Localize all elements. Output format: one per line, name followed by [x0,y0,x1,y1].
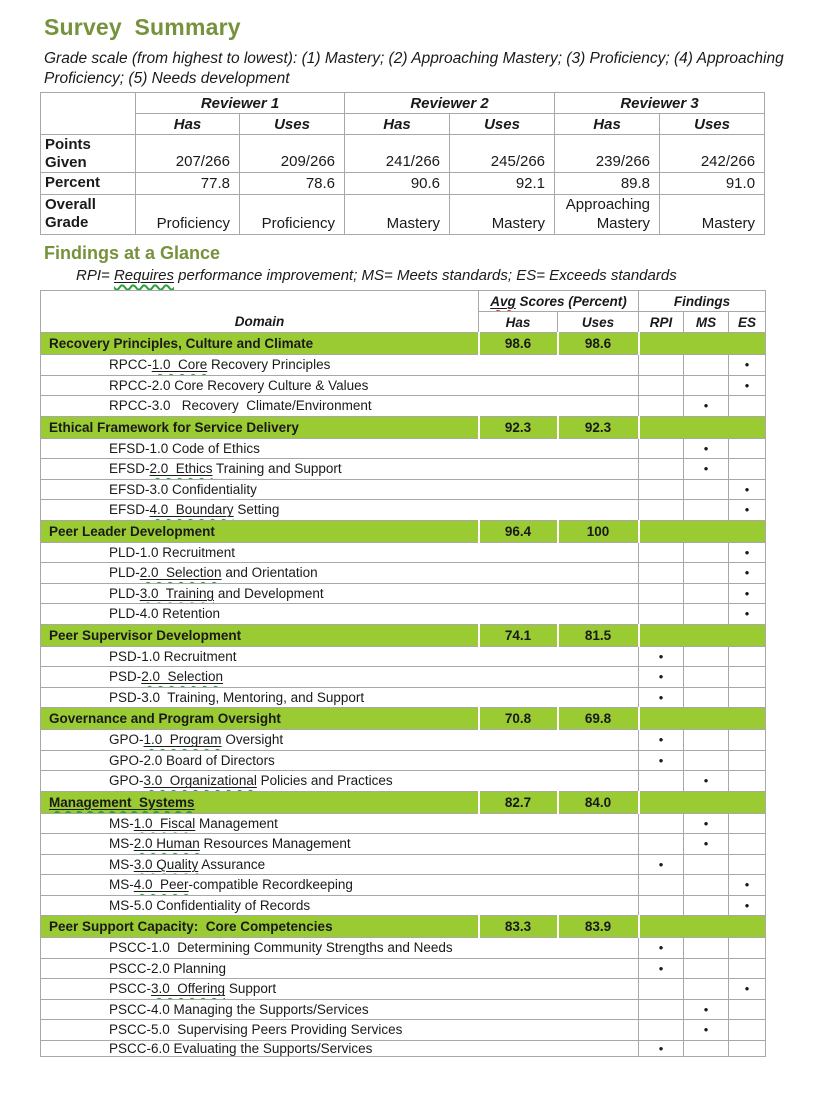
finding-empty-cell [729,396,766,417]
item-row [41,1020,766,1041]
sub-header-has: Has [345,114,450,135]
item-label: PLD-3.0 Training and Development [41,583,639,604]
item-row [41,999,766,1020]
summary-table-body [41,135,765,235]
summary-table [40,92,765,235]
finding-empty-cell [684,730,729,751]
item-label: GPO-2.0 Board of Directors [41,750,639,771]
finding-empty-cell [639,999,684,1020]
cell-value: Proficiency [136,195,240,235]
summary-row-overall_grade [41,195,765,235]
item-label: EFSD-2.0 Ethics Training and Support [41,459,639,480]
column-header-avg-scores: Avg Scores (Percent) [479,291,639,312]
section-domain: Ethical Framework for Service Delivery [41,416,479,438]
finding-bullet-es: • [729,895,766,916]
finding-empty-cell [729,854,766,875]
section-has-score: 92.3 [479,416,558,438]
finding-empty-cell [729,1020,766,1041]
item-label: PSCC-6.0 Evaluating the Supports/Services [41,1040,639,1056]
cell-value: 90.6 [345,173,450,195]
item-row [41,500,766,521]
finding-empty-cell [729,687,766,708]
finding-bullet-es: • [729,355,766,376]
finding-bullet-es: • [729,563,766,584]
cell-value: 91.0 [660,173,765,195]
column-header-domain: Domain [41,291,479,333]
item-label: PSCC-4.0 Managing the Supports/Services [41,999,639,1020]
section-row [41,791,766,813]
section-row [41,624,766,646]
finding-bullet-rpi: • [639,958,684,979]
section-domain [41,791,479,813]
underlined-word [114,267,174,284]
summary-header-row-reviewers [41,93,765,114]
column-header-uses: Uses [558,312,639,333]
finding-bullet-rpi: • [639,667,684,688]
finding-empty-cell [684,667,729,688]
cell-value: 77.8 [136,173,240,195]
item-row [41,834,766,855]
item-label: PLD-4.0 Retention [41,604,639,625]
underlined-word [144,773,257,788]
section-uses-score: 92.3 [558,416,639,438]
item-label: PSCC-2.0 Planning [41,958,639,979]
spellcheck-squiggle-word: 1.0 Fiscal [133,815,196,831]
finding-bullet-rpi: • [639,750,684,771]
section-findings-band [639,416,766,438]
finding-empty-cell [639,563,684,584]
cell-value: 245/266 [450,135,555,173]
spellcheck-squiggle-word: Avg [490,293,516,309]
finding-empty-cell [639,583,684,604]
item-row [41,730,766,751]
finding-empty-cell [684,542,729,563]
finding-empty-cell [639,355,684,376]
underlined-word [134,857,199,872]
finding-empty-cell [684,938,729,959]
finding-bullet-rpi: • [639,1040,684,1056]
spellcheck-squiggle-word: 3.0 Training [139,585,215,601]
item-row [41,438,766,459]
row-label: Overall Grade [41,195,136,235]
underlined-word [152,357,208,372]
item-row [41,958,766,979]
finding-empty-cell [729,438,766,459]
cell-value: 242/266 [660,135,765,173]
cell-value: 92.1 [450,173,555,195]
section-domain: Peer Support Capacity: Core Competencies [41,916,479,938]
row-label: Points Given [41,135,136,173]
finding-empty-cell [684,895,729,916]
item-label: PSCC-1.0 Determining Community Strengths and Needs [41,938,639,959]
sub-header-uses: Uses [660,114,765,135]
underlined-word [150,461,213,476]
reviewer-header: Reviewer 3 [555,93,765,114]
summary-table-header [41,93,765,135]
item-label: MS-1.0 Fiscal Management [41,813,639,834]
summary-row-percent [41,173,765,195]
item-label: MS-4.0 Peer-compatible Recordkeeping [41,875,639,896]
cell-value: 241/266 [345,135,450,173]
column-header-rpi: RPI [639,312,684,333]
finding-bullet-ms: • [684,834,729,855]
underlined-word [490,294,516,309]
finding-empty-cell [729,459,766,480]
spellcheck-squiggle-word: 2.0 Selection [141,669,224,685]
item-row [41,355,766,376]
item-label: MS-5.0 Confidentiality of Records [41,895,639,916]
cell-value: 239/266 [555,135,660,173]
item-row [41,854,766,875]
cell-value: Mastery [345,195,450,235]
cell-value: Mastery [660,195,765,235]
reviewer-header: Reviewer 2 [345,93,555,114]
item-row [41,875,766,896]
sub-header-has: Has [136,114,240,135]
finding-empty-cell [639,479,684,500]
underlined-word [49,795,195,810]
item-label: PSCC-5.0 Supervising Peers Providing Services [41,1020,639,1041]
finding-bullet-ms: • [684,1020,729,1041]
finding-bullet-ms: • [684,813,729,834]
section-domain: Peer Supervisor Development [41,624,479,646]
item-row [41,938,766,959]
section-has-score: 98.6 [479,333,558,355]
item-label: PSCC-3.0 Offering Support [41,979,639,1000]
page-title: Survey Summary [44,14,241,40]
column-header-findings: Findings [639,291,766,312]
finding-bullet-es: • [729,875,766,896]
section-row [41,520,766,542]
section-findings-band [639,916,766,938]
section-row [41,916,766,938]
underlined-word [140,586,214,601]
section-findings-band [639,624,766,646]
finding-empty-cell [684,500,729,521]
underlined-word [141,669,223,684]
summary-corner-cell [41,93,136,135]
finding-empty-cell [639,604,684,625]
finding-empty-cell [684,355,729,376]
cell-value: 209/266 [240,135,345,173]
finding-empty-cell [684,646,729,667]
findings-table-header [41,291,766,333]
finding-empty-cell [729,958,766,979]
section-row [41,333,766,355]
item-label: RPCC-1.0 Core Recovery Principles [41,355,639,376]
item-row [41,459,766,480]
item-label: MS-2.0 Human Resources Management [41,834,639,855]
finding-bullet-es: • [729,500,766,521]
item-row [41,667,766,688]
finding-empty-cell [729,1040,766,1056]
summary-row-points_given [41,135,765,173]
item-row [41,563,766,584]
column-header-ms: MS [684,312,729,333]
cell-value: 207/266 [136,135,240,173]
finding-empty-cell [639,771,684,792]
item-label: RPCC-3.0 Recovery Climate/Environment [41,396,639,417]
item-label: EFSD-4.0 Boundary Setting [41,500,639,521]
underlined-word [151,981,225,996]
section-domain: Recovery Principles, Culture and Climate [41,333,479,355]
finding-empty-cell [639,438,684,459]
section-has-score: 83.3 [479,916,558,938]
finding-empty-cell [729,938,766,959]
item-row [41,604,766,625]
finding-empty-cell [684,875,729,896]
section-has-score: 96.4 [479,520,558,542]
item-row [41,542,766,563]
finding-bullet-rpi: • [639,938,684,959]
section-uses-score: 81.5 [558,624,639,646]
finding-empty-cell [639,979,684,1000]
item-label: PSD-2.0 Selection [41,667,639,688]
item-row [41,979,766,1000]
section-findings-band [639,333,766,355]
finding-empty-cell [639,500,684,521]
finding-bullet-rpi: • [639,854,684,875]
finding-bullet-es: • [729,583,766,604]
legend-text-pre: RPI= [76,267,114,284]
finding-empty-cell [729,646,766,667]
item-label: GPO-1.0 Program Oversight [41,730,639,751]
sub-header-uses: Uses [450,114,555,135]
finding-empty-cell [639,895,684,916]
section-domain: Peer Leader Development [41,520,479,542]
finding-empty-cell [639,834,684,855]
row-label: Percent [41,173,136,195]
finding-bullet-ms: • [684,771,729,792]
section-has-score: 82.7 [479,791,558,813]
findings-header-row-groups [41,291,766,312]
item-row [41,750,766,771]
spellcheck-squiggle-word: 2.0 Human [133,836,200,852]
spellcheck-squiggle-word: 3.0 Offering [151,981,226,997]
item-label: PSD-1.0 Recruitment [41,646,639,667]
spellcheck-squiggle-word: 1.0 Core [151,357,208,373]
finding-empty-cell [729,730,766,751]
finding-bullet-es: • [729,604,766,625]
finding-empty-cell [684,563,729,584]
spellcheck-squiggle-word: 1.0 Program [143,732,222,748]
item-row [41,895,766,916]
findings-table [40,290,766,1057]
section-row [41,416,766,438]
item-row [41,646,766,667]
spellcheck-squiggle-word: 2.0 Selection [139,565,222,581]
item-row [41,375,766,396]
spellcheck-squiggle-word: Management Systems [49,794,195,810]
cell-value: Proficiency [240,195,345,235]
finding-empty-cell [639,813,684,834]
underlined-word [150,502,234,517]
section-uses-score: 69.8 [558,708,639,730]
column-header-has: Has [479,312,558,333]
item-row [41,813,766,834]
section-domain: Governance and Program Oversight [41,708,479,730]
item-label: PLD-2.0 Selection and Orientation [41,563,639,584]
finding-bullet-es: • [729,979,766,1000]
spellcheck-squiggle-word: 3.0 Organizational [143,773,257,789]
finding-empty-cell [684,583,729,604]
spellcheck-squiggle-word: Requires [113,267,174,284]
finding-empty-cell [684,1040,729,1056]
finding-empty-cell [729,999,766,1020]
finding-empty-cell [684,979,729,1000]
finding-empty-cell [729,750,766,771]
item-label: EFSD-3.0 Confidentiality [41,479,639,500]
column-header-es: ES [729,312,766,333]
sub-header-has: Has [555,114,660,135]
underlined-word [134,877,189,892]
spellcheck-squiggle-word: 4.0 Peer [133,877,189,893]
item-row [41,583,766,604]
cell-value: Mastery [450,195,555,235]
section-findings-band [639,520,766,542]
item-label: GPO-3.0 Organizational Policies and Practices [41,771,639,792]
finding-empty-cell [729,771,766,792]
finding-empty-cell [639,875,684,896]
finding-bullet-es: • [729,479,766,500]
section-has-score: 74.1 [479,624,558,646]
section-uses-score: 84.0 [558,791,639,813]
finding-empty-cell [684,958,729,979]
findings-heading: Findings at a Glance [44,243,221,263]
item-label: PSD-3.0 Training, Mentoring, and Support [41,687,639,708]
item-label: RPCC-2.0 Core Recovery Culture & Values [41,375,639,396]
item-row [41,687,766,708]
item-label: MS-3.0 Quality Assurance [41,854,639,875]
item-label: EFSD-1.0 Code of Ethics [41,438,639,459]
finding-bullet-ms: • [684,396,729,417]
finding-empty-cell [639,1020,684,1041]
section-findings-band [639,791,766,813]
section-uses-score: 100 [558,520,639,542]
finding-empty-cell [729,834,766,855]
finding-bullet-rpi: • [639,646,684,667]
cell-value: 78.6 [240,173,345,195]
underlined-word [140,565,222,580]
sub-header-uses: Uses [240,114,345,135]
finding-bullet-rpi: • [639,730,684,751]
finding-empty-cell [639,459,684,480]
cell-value: 89.8 [555,173,660,195]
reviewer-header: Reviewer 1 [136,93,345,114]
spellcheck-squiggle-word: 3.0 Quality [133,856,199,872]
section-findings-band [639,708,766,730]
finding-bullet-ms: • [684,459,729,480]
item-row [41,771,766,792]
underlined-word [144,732,222,747]
finding-empty-cell [684,750,729,771]
findings-table-container [40,290,767,1062]
underlined-word [134,816,196,831]
finding-bullet-ms: • [684,438,729,459]
section-has-score: 70.8 [479,708,558,730]
finding-empty-cell [684,687,729,708]
finding-empty-cell [639,542,684,563]
grade-scale-note: Grade scale (from highest to lowest): (1) Mastery; (2) Approaching Mastery; (3) Proficiency; (4) Approaching Proficiency; (5) Needs development [44,50,784,87]
item-row [41,396,766,417]
finding-bullet-ms: • [684,999,729,1020]
finding-empty-cell [684,479,729,500]
finding-bullet-rpi: • [639,687,684,708]
findings-table-body [41,333,766,1057]
summary-header-row-hasuses [41,114,765,135]
spellcheck-squiggle-word: 2.0 Ethics [149,461,213,477]
finding-empty-cell [729,813,766,834]
cell-value: Approaching Mastery [555,195,660,235]
finding-empty-cell [729,667,766,688]
section-row [41,708,766,730]
section-uses-score: 83.9 [558,916,639,938]
finding-bullet-es: • [729,542,766,563]
finding-empty-cell [684,854,729,875]
item-row [41,1040,766,1056]
item-row [41,479,766,500]
finding-empty-cell [639,396,684,417]
item-label: PLD-1.0 Recruitment [41,542,639,563]
finding-empty-cell [684,604,729,625]
section-uses-score: 98.6 [558,333,639,355]
findings-legend [76,267,677,284]
finding-empty-cell [684,375,729,396]
spellcheck-squiggle-word: 4.0 Boundary [149,502,234,518]
finding-bullet-es: • [729,375,766,396]
underlined-word [134,836,200,851]
legend-text-post: performance improvement; MS= Meets standards; ES= Exceeds standards [173,267,677,284]
finding-empty-cell [639,375,684,396]
